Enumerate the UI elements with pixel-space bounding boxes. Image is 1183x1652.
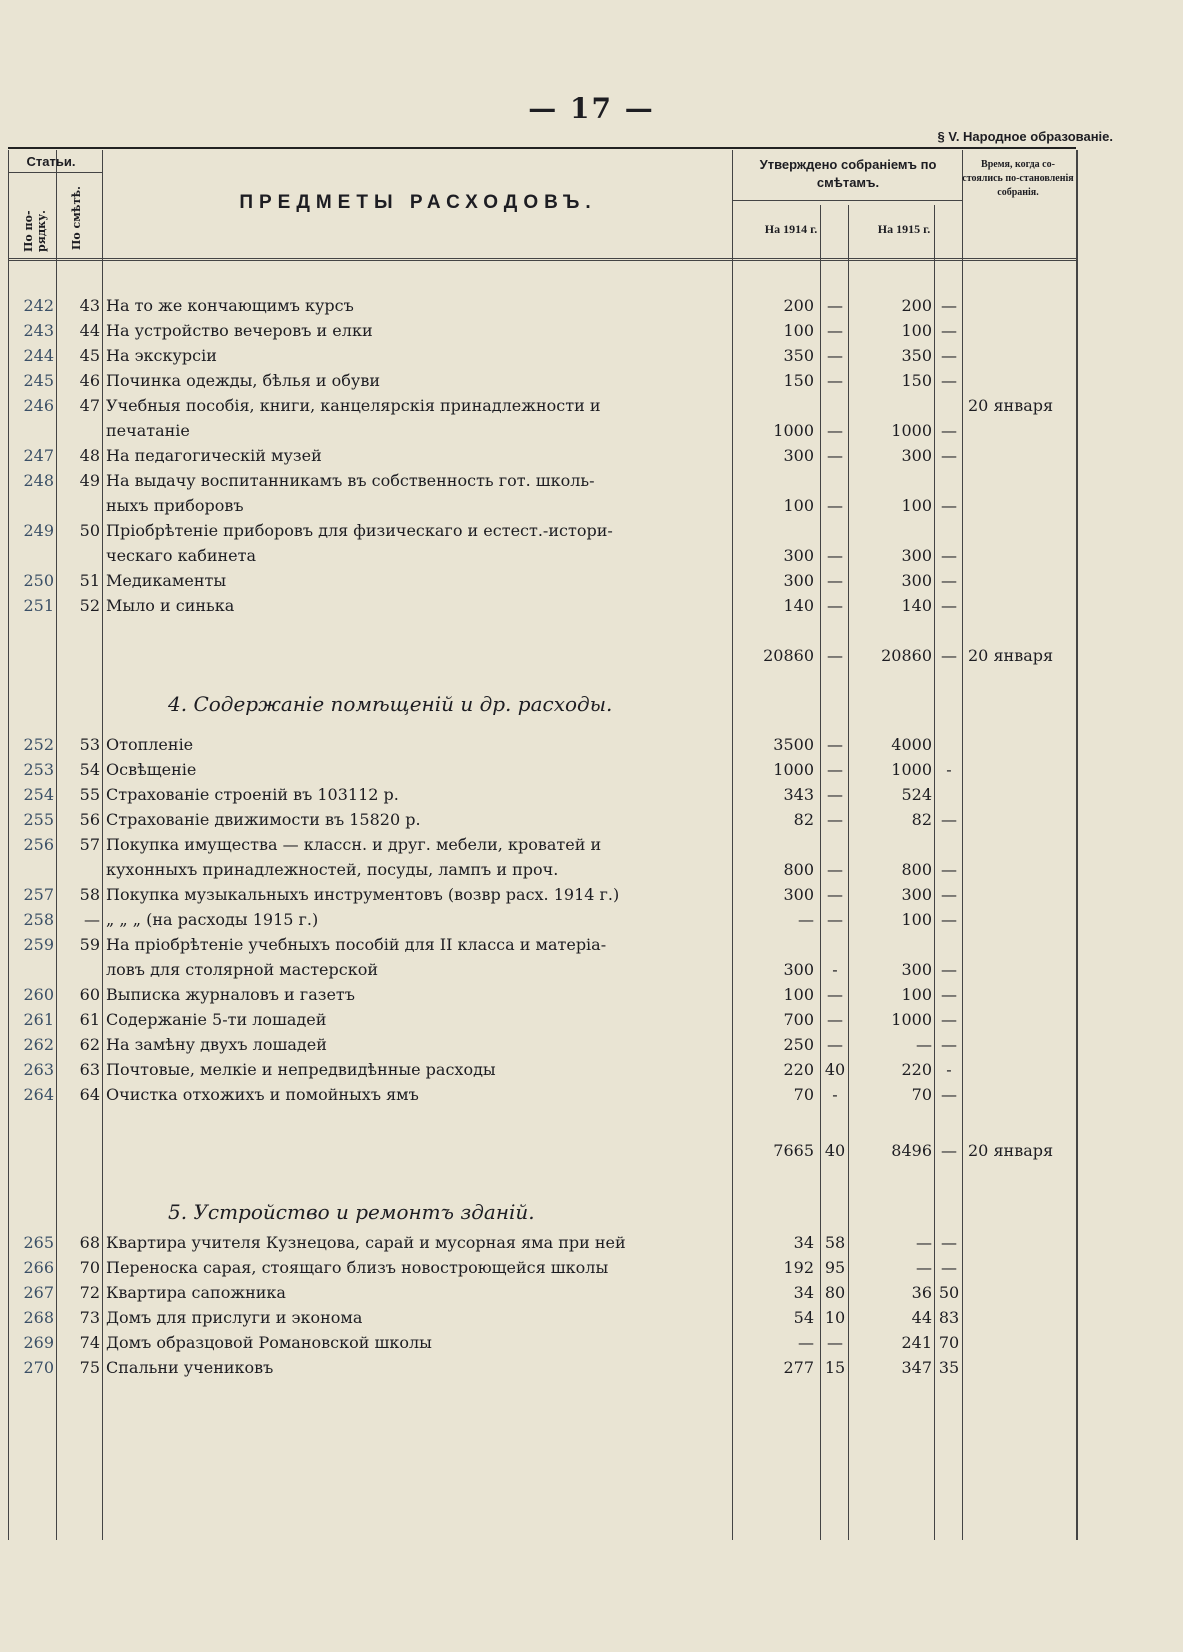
- cell-a1: 300: [783, 446, 814, 465]
- header-po-poryadku: По по-рядку.: [22, 210, 48, 252]
- cell-n1: 250: [23, 571, 54, 590]
- cell-desc: „ „ „ (на расходы 1915 г.): [106, 910, 319, 929]
- cell-n2: 74: [79, 1333, 100, 1352]
- cell-desc: Покупка музыкальныхъ инструментовъ (возвр расх. 1914 г.): [106, 885, 620, 904]
- table-row: [8, 782, 1078, 808]
- cell-a2: 8496: [891, 1141, 932, 1160]
- table-row: [8, 1007, 1078, 1033]
- cell-n2: —: [84, 910, 100, 929]
- cell-a1: 3500: [773, 735, 814, 754]
- cell-n1: 242: [23, 296, 54, 315]
- cell-k1: —: [827, 1035, 843, 1054]
- cell-desc: Содержаніе 5-ти лошадей: [106, 1010, 327, 1029]
- cell-a2: 524: [901, 785, 932, 804]
- cell-n2: 45: [79, 346, 100, 365]
- cell-desc: Страхованіе строеній въ 103112 р.: [106, 785, 399, 804]
- cell-k1: —: [827, 760, 843, 779]
- cell-a1: 1000: [773, 421, 814, 440]
- table-row: [8, 1230, 1078, 1256]
- cell-desc: печатаніе: [106, 421, 190, 440]
- cell-a1: 250: [783, 1035, 814, 1054]
- cell-n2: 57: [79, 835, 100, 854]
- cell-k2: —: [941, 596, 957, 615]
- header-year-1915: На 1915 г.: [877, 222, 931, 236]
- section-4-title: 4. Содержаніе помѣщеній и др. расходы.: [168, 692, 613, 716]
- cell-desc: Почтовые, мелкіе и непредвидѣнные расходы: [106, 1060, 496, 1079]
- cell-desc: ческаго кабинета: [106, 546, 257, 565]
- cell-a2: —: [916, 1258, 932, 1277]
- table-row: [8, 982, 1078, 1008]
- cell-a1: 140: [783, 596, 814, 615]
- cell-k1: 15: [824, 1358, 846, 1377]
- table-row: [8, 1305, 1078, 1331]
- cell-k1: —: [827, 571, 843, 590]
- cell-n2: 50: [79, 521, 100, 540]
- cell-n2: 59: [79, 935, 100, 954]
- cell-a1: 100: [783, 321, 814, 340]
- table-row: [8, 468, 1078, 494]
- table-row: [8, 1057, 1078, 1083]
- header-time: Время, когда со-стоялись по-становленія собранія.: [962, 159, 1074, 198]
- table-row: [8, 443, 1078, 469]
- cell-a1: 20860: [763, 646, 814, 665]
- table-row: [8, 418, 1078, 444]
- cell-desc: ловъ для столярной мастерской: [106, 960, 379, 979]
- cell-k1: 80: [824, 1283, 846, 1302]
- cell-desc: Пріобрѣтеніе приборовъ для физическаго и естест.-истори-: [106, 521, 613, 540]
- cell-a2: 4000: [891, 735, 932, 754]
- cell-n1: 249: [23, 521, 54, 540]
- header-stati: Статьи.: [26, 154, 76, 169]
- cell-desc: Учебныя пособія, книги, канцелярскія принадлежности и: [106, 396, 601, 415]
- cell-k2: 50: [938, 1283, 960, 1302]
- table-row: [8, 343, 1078, 369]
- table-row: [8, 643, 1078, 669]
- table-row: [8, 568, 1078, 594]
- cell-desc: Починка одежды, бѣлья и обуви: [106, 371, 380, 390]
- cell-desc: На экскурсіи: [106, 346, 217, 365]
- cell-k1: —: [827, 1010, 843, 1029]
- cell-k1: —: [827, 860, 843, 879]
- cell-n2: 62: [79, 1035, 100, 1054]
- table-row: [8, 1255, 1078, 1281]
- cell-n2: 68: [79, 1233, 100, 1252]
- cell-a2: —: [916, 1233, 932, 1252]
- cell-a1: 100: [783, 985, 814, 1004]
- cell-a1: 82: [793, 810, 814, 829]
- cell-k1: —: [827, 421, 843, 440]
- cell-n1: 263: [23, 1060, 54, 1079]
- cell-n2: 58: [79, 885, 100, 904]
- cell-a2: 800: [901, 860, 932, 879]
- cell-n1: 256: [23, 835, 54, 854]
- cell-desc: Домъ образцовой Романовской школы: [106, 1333, 432, 1352]
- cell-a2: 1000: [891, 1010, 932, 1029]
- cell-n2: 63: [79, 1060, 100, 1079]
- rule: [732, 200, 962, 201]
- cell-a2: 200: [901, 296, 932, 315]
- table-row: [8, 318, 1078, 344]
- cell-n1: 244: [23, 346, 54, 365]
- cell-k1: -: [832, 960, 838, 979]
- cell-a1: 192: [783, 1258, 814, 1277]
- cell-a2: 241: [901, 1333, 932, 1352]
- cell-k1: —: [827, 910, 843, 929]
- cell-k2: —: [941, 885, 957, 904]
- cell-k1: —: [827, 646, 843, 665]
- cell-n1: 247: [23, 446, 54, 465]
- cell-k1: —: [827, 735, 843, 754]
- cell-desc: Переноска сарая, стоящаго близъ новостроющейся школы: [106, 1258, 609, 1277]
- table-row: [8, 368, 1078, 394]
- cell-a2: 44: [911, 1308, 932, 1327]
- cell-desc: Выписка журналовъ и газетъ: [106, 985, 355, 1004]
- cell-desc: На пріобрѣтеніе учебныхъ пособій для II класса и матеріа-: [106, 935, 607, 954]
- cell-k2: -: [946, 1060, 952, 1079]
- cell-k1: —: [827, 346, 843, 365]
- cell-desc: Домъ для прислуги и эконома: [106, 1308, 363, 1327]
- cell-n2: 43: [79, 296, 100, 315]
- cell-n1: 248: [23, 471, 54, 490]
- cell-a1: 150: [783, 371, 814, 390]
- cell-a2: 100: [901, 985, 932, 1004]
- cell-a1: 34: [793, 1233, 814, 1252]
- section-header: § V. Народное образованіе.: [937, 129, 1113, 144]
- table-row: [8, 493, 1078, 519]
- table-row: [8, 293, 1078, 319]
- cell-a1: 34: [793, 1283, 814, 1302]
- cell-a1: 277: [783, 1358, 814, 1377]
- cell-desc: Квартира учителя Кузнецова, сарай и мусорная яма при ней: [106, 1233, 626, 1252]
- cell-n1: 267: [23, 1283, 54, 1302]
- cell-n2: 73: [79, 1308, 100, 1327]
- cell-k1: —: [827, 446, 843, 465]
- cell-k2: —: [941, 860, 957, 879]
- header-year-1914: На 1914 г.: [764, 222, 818, 236]
- cell-a1: 300: [783, 571, 814, 590]
- cell-desc: На выдачу воспитанникамъ въ собственность гот. школь-: [106, 471, 595, 490]
- cell-a2: 300: [901, 885, 932, 904]
- table-row: [8, 1138, 1078, 1164]
- cell-a1: 1000: [773, 760, 814, 779]
- cell-n1: 252: [23, 735, 54, 754]
- table-row: [8, 543, 1078, 569]
- cell-k1: 95: [824, 1258, 846, 1277]
- cell-a1: —: [798, 1333, 814, 1352]
- table-row: [8, 907, 1078, 933]
- cell-a2: 100: [901, 496, 932, 515]
- cell-k1: —: [827, 885, 843, 904]
- cell-a1: 54: [793, 1308, 814, 1327]
- cell-desc: Отопленіе: [106, 735, 194, 754]
- cell-n1: 254: [23, 785, 54, 804]
- cell-a2: 100: [901, 910, 932, 929]
- cell-n1: 255: [23, 810, 54, 829]
- cell-k1: 10: [824, 1308, 846, 1327]
- cell-k2: —: [941, 1035, 957, 1054]
- cell-n2: 46: [79, 371, 100, 390]
- cell-n1: 253: [23, 760, 54, 779]
- table-row: [8, 1280, 1078, 1306]
- cell-k1: —: [827, 810, 843, 829]
- section-5-title: 5. Устройство и ремонтъ зданій.: [168, 1200, 535, 1224]
- top-rule: [8, 147, 1076, 149]
- cell-k2: —: [941, 910, 957, 929]
- header-title: ПРЕДМЕТЫ РАСХОДОВЪ.: [239, 192, 597, 213]
- cell-k2: —: [941, 421, 957, 440]
- cell-desc: Очистка отхожихъ и помойныхъ ямъ: [106, 1085, 419, 1104]
- cell-k2: 70: [938, 1333, 960, 1352]
- rule: [8, 260, 1078, 261]
- cell-k2: —: [941, 810, 957, 829]
- cell-a1: 200: [783, 296, 814, 315]
- table-row: [8, 757, 1078, 783]
- rule: [8, 172, 102, 173]
- cell-a2: 140: [901, 596, 932, 615]
- cell-k2: —: [941, 571, 957, 590]
- cell-a2: 1000: [891, 421, 932, 440]
- cell-time: 20 января: [968, 646, 1054, 665]
- cell-n1: 268: [23, 1308, 54, 1327]
- cell-k1: -: [832, 1085, 838, 1104]
- cell-time: 20 января: [968, 396, 1054, 415]
- cell-n1: 259: [23, 935, 54, 954]
- cell-n1: 262: [23, 1035, 54, 1054]
- cell-k2: -: [946, 760, 952, 779]
- cell-a2: 82: [911, 810, 932, 829]
- cell-a1: 800: [783, 860, 814, 879]
- cell-n1: 270: [23, 1358, 54, 1377]
- cell-a2: 150: [901, 371, 932, 390]
- cell-a1: 7665: [773, 1141, 814, 1160]
- cell-k1: —: [827, 1333, 843, 1352]
- cell-desc: На то же кончающимъ курсъ: [106, 296, 354, 315]
- cell-a1: 300: [783, 960, 814, 979]
- cell-k2: —: [941, 346, 957, 365]
- cell-n1: 245: [23, 371, 54, 390]
- cell-time: 20 января: [968, 1141, 1054, 1160]
- cell-n2: 60: [79, 985, 100, 1004]
- cell-a1: 100: [783, 496, 814, 515]
- header-po-smete: По смѣтѣ.: [70, 186, 83, 250]
- cell-k2: —: [941, 446, 957, 465]
- cell-k2: 83: [938, 1308, 960, 1327]
- table-row: [8, 882, 1078, 908]
- cell-a2: 100: [901, 321, 932, 340]
- cell-k2: —: [941, 646, 957, 665]
- cell-n1: 266: [23, 1258, 54, 1277]
- table-row: [8, 857, 1078, 883]
- cell-k2: —: [941, 1258, 957, 1277]
- cell-n2: 55: [79, 785, 100, 804]
- cell-n2: 64: [79, 1085, 100, 1104]
- cell-k2: 35: [938, 1358, 960, 1377]
- table-row: [8, 1330, 1078, 1356]
- cell-k2: —: [941, 1141, 957, 1160]
- cell-desc: Мыло и синька: [106, 596, 235, 615]
- cell-a2: 20860: [881, 646, 932, 665]
- cell-a2: 1000: [891, 760, 932, 779]
- cell-a2: 70: [911, 1085, 932, 1104]
- cell-desc: Страхованіе движимости въ 15820 р.: [106, 810, 421, 829]
- cell-k2: —: [941, 1085, 957, 1104]
- cell-a1: 300: [783, 546, 814, 565]
- cell-a1: 343: [783, 785, 814, 804]
- cell-k2: —: [941, 546, 957, 565]
- cell-n2: 47: [79, 396, 100, 415]
- cell-k2: —: [941, 371, 957, 390]
- cell-k1: —: [827, 321, 843, 340]
- table-row: [8, 1082, 1078, 1108]
- table-row: [8, 957, 1078, 983]
- table-row: [8, 732, 1078, 758]
- cell-a1: 700: [783, 1010, 814, 1029]
- cell-a2: —: [916, 1035, 932, 1054]
- cell-desc: Квартира сапожника: [106, 1283, 286, 1302]
- expense-table: [8, 150, 1078, 1540]
- cell-k1: 58: [824, 1233, 846, 1252]
- cell-a2: 300: [901, 446, 932, 465]
- cell-k1: 40: [824, 1141, 846, 1160]
- cell-a2: 220: [901, 1060, 932, 1079]
- cell-k2: —: [941, 321, 957, 340]
- cell-k1: —: [827, 546, 843, 565]
- cell-desc: На устройство вечеровъ и елки: [106, 321, 373, 340]
- cell-a1: —: [798, 910, 814, 929]
- cell-n1: 257: [23, 885, 54, 904]
- table-row: [8, 1355, 1078, 1381]
- cell-n2: 72: [79, 1283, 100, 1302]
- cell-a1: 300: [783, 885, 814, 904]
- cell-n1: 269: [23, 1333, 54, 1352]
- cell-k1: —: [827, 596, 843, 615]
- cell-n2: 70: [79, 1258, 100, 1277]
- cell-n2: 52: [79, 596, 100, 615]
- cell-n1: 246: [23, 396, 54, 415]
- cell-n2: 53: [79, 735, 100, 754]
- cell-n1: 258: [23, 910, 54, 929]
- table-row: [8, 807, 1078, 833]
- cell-k1: —: [827, 785, 843, 804]
- table-row: [8, 1032, 1078, 1058]
- cell-k1: —: [827, 296, 843, 315]
- cell-a2: 350: [901, 346, 932, 365]
- header-approved: Утверждено собраніемъ по смѣтамъ.: [759, 157, 937, 190]
- table-row: [8, 518, 1078, 544]
- cell-a1: 350: [783, 346, 814, 365]
- cell-desc: На замѣну двухъ лошадей: [106, 1035, 327, 1054]
- cell-desc: Покупка имущества — классн. и друг. мебели, кроватей и: [106, 835, 602, 854]
- table-row: [8, 393, 1078, 419]
- cell-k2: —: [941, 985, 957, 1004]
- cell-n2: 75: [79, 1358, 100, 1377]
- cell-n2: 49: [79, 471, 100, 490]
- cell-desc: Освѣщеніе: [106, 760, 197, 779]
- cell-k2: —: [941, 1010, 957, 1029]
- cell-k2: —: [941, 960, 957, 979]
- cell-a2: 300: [901, 546, 932, 565]
- cell-a2: 300: [901, 571, 932, 590]
- table-row: [8, 593, 1078, 619]
- cell-desc: кухонныхъ принадлежностей, посуды, лампъ и проч.: [106, 860, 559, 879]
- cell-desc: Медикаменты: [106, 571, 227, 590]
- cell-k2: —: [941, 1233, 957, 1252]
- cell-k1: 40: [824, 1060, 846, 1079]
- cell-n1: 261: [23, 1010, 54, 1029]
- cell-k1: —: [827, 985, 843, 1004]
- cell-n2: 44: [79, 321, 100, 340]
- cell-n2: 54: [79, 760, 100, 779]
- cell-n1: 243: [23, 321, 54, 340]
- cell-a2: 347: [901, 1358, 932, 1377]
- cell-n2: 48: [79, 446, 100, 465]
- cell-n1: 260: [23, 985, 54, 1004]
- cell-n2: 61: [79, 1010, 100, 1029]
- table-row: [8, 832, 1078, 858]
- rule: [8, 258, 1078, 259]
- cell-n1: 251: [23, 596, 54, 615]
- cell-a2: 300: [901, 960, 932, 979]
- table-row: [8, 932, 1078, 958]
- cell-a2: 36: [911, 1283, 932, 1302]
- cell-a1: 70: [793, 1085, 814, 1104]
- cell-k1: —: [827, 371, 843, 390]
- cell-desc: Спальни учениковъ: [106, 1358, 274, 1377]
- cell-k2: —: [941, 496, 957, 515]
- page-number: — 17 —: [528, 92, 655, 125]
- cell-a1: 220: [783, 1060, 814, 1079]
- cell-n2: 56: [79, 810, 100, 829]
- cell-n1: 265: [23, 1233, 54, 1252]
- cell-n2: 51: [79, 571, 100, 590]
- cell-k2: —: [941, 296, 957, 315]
- cell-n1: 264: [23, 1085, 54, 1104]
- cell-k1: —: [827, 496, 843, 515]
- cell-desc: ныхъ приборовъ: [106, 496, 244, 515]
- cell-desc: На педагогическій музей: [106, 446, 322, 465]
